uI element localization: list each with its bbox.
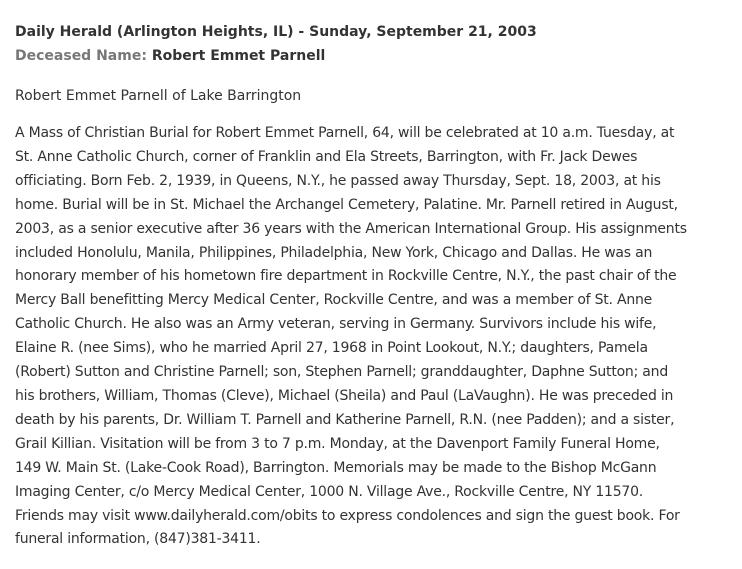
- obituary-subject: Robert Emmet Parnell of Lake Barrington: [15, 88, 302, 104]
- body-line: 149 W. Main St. (Lake-Cook Road), Barrington. Memorials may be made to the Bishop McGann: [15, 459, 657, 476]
- deceased-label: Deceased Name:: [15, 48, 147, 64]
- publication-name: Daily Herald (Arlington Heights, IL): [15, 24, 294, 40]
- body-line: Friends may visit www.dailyherald.com/obits to express condolences and sign the guest book. For: [15, 507, 680, 524]
- body-line: A Mass of Christian Burial for Robert Emmet Parnell, 64, will be celebrated at 10 a.m. Tuesday, at: [15, 125, 675, 141]
- deceased-name: Robert Emmet Parnell: [151, 48, 326, 64]
- header-separator: -: [293, 24, 310, 40]
- body-line: 2003, as a senior executive after 36 years with the American International Group. His assignments: [15, 220, 687, 237]
- body-line: death by his parents, Dr. William T. Parnell and Katherine Parnell, R.N. (nee Padden); and a sister,: [15, 411, 675, 428]
- body-line: his brothers, William, Thomas (Cleve), Michael (Sheila) and Paul (LaVaughn). He was preceded in: [15, 387, 674, 404]
- obituary-body: [15, 122, 735, 552]
- body-line: (Robert) Sutton and Christine Parnell; son, Stephen Parnell; granddaughter, Daphne Sutton; and: [15, 364, 668, 381]
- publication-date: Sunday, September 21, 2003: [309, 24, 537, 40]
- body-line: home. Burial will be in St. Michael the Archangel Cemetery, Palatine. Mr. Parnell retired in August,: [15, 196, 678, 213]
- body-line: St. Anne Catholic Church, corner of Franklin and Ela Streets, Barrington, with Fr. Jack Dewes: [15, 148, 638, 165]
- body-line: included Honolulu, Manila, Philippines, Philadelphia, New York, Chicago and Dallas. He was an: [15, 244, 653, 261]
- body-line: honorary member of his hometown fire department in Rockville Centre, N.Y., the past chair of the: [15, 268, 677, 285]
- body-line: Grail Killian. Visitation will be from 3 to 7 p.m. Monday, at the Davenport Family Funeral Home,: [15, 435, 660, 452]
- body-line: Mercy Ball benefitting Mercy Medical Center, Rockville Centre, and was a member of St. Anne: [15, 292, 653, 309]
- body-line: funeral information, (847)381-3411.: [15, 531, 261, 548]
- body-line: officiating. Born Feb. 2, 1939, in Queens, N.Y., he passed away Thursday, Sept. 18, 2003, at his: [15, 172, 661, 189]
- body-line: Elaine R. (nee Sims), who he married April 27, 1968 in Point Lookout, N.Y.; daughters, Pamela: [15, 340, 648, 357]
- publication-header: [15, 23, 742, 41]
- deceased-header: [15, 47, 742, 65]
- body-line: Catholic Church. He also was an Army veteran, serving in Germany. Survivors include his wife,: [15, 316, 657, 333]
- body-line: Imaging Center, c/o Mercy Medical Center, 1000 N. Village Ave., Rockville Centre, NY 11570.: [15, 483, 644, 500]
